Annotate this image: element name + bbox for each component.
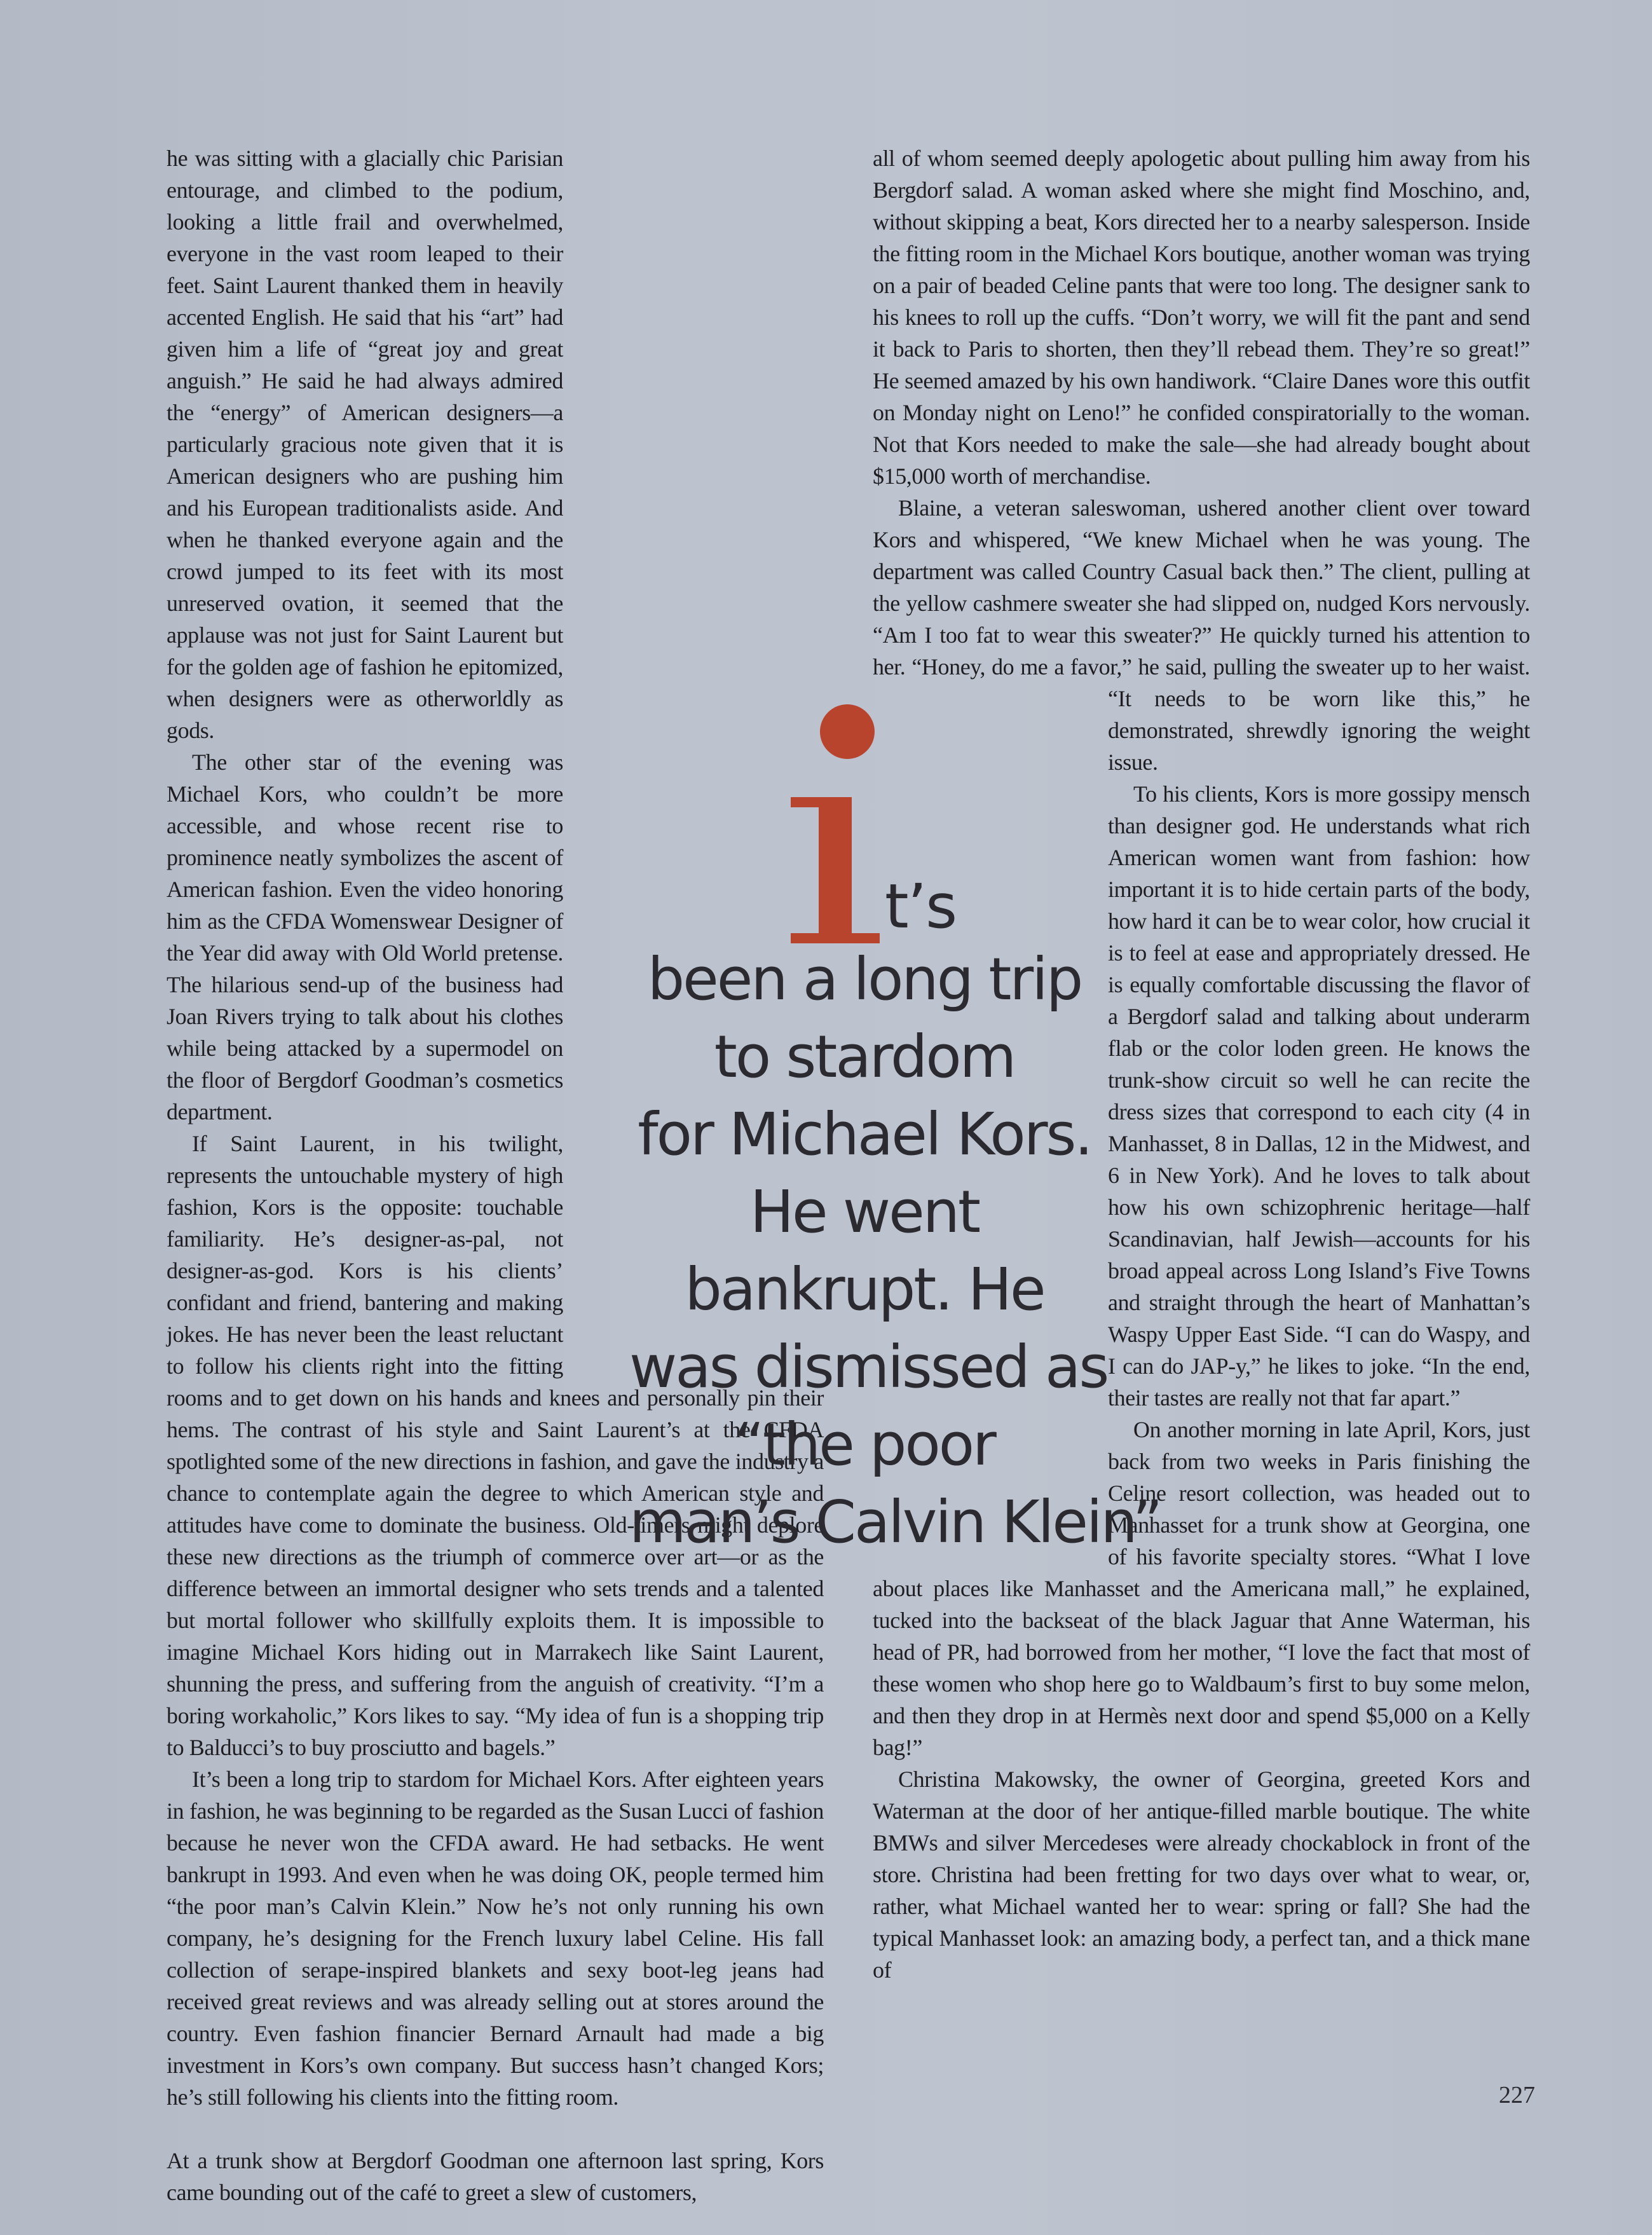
paragraph: Christina Makowsky, the owner of Georgina, greeted Kors and Waterman at the door of her antique-filled marble boutique. The white BMWs and silver Mercedeses were already chockablock in front of the store. Christina had been fretting for two days over what to wear, or, rather, what Michael wanted her to wear: spring or fall? She had the typical Manhasset look: an amazing body, a perfect tan, and a thick mane of	[873, 1767, 1530, 1983]
pull-quote-line: He went	[749, 1178, 980, 1246]
drop-letter-dot	[820, 704, 875, 759]
pull-quote-first-word: t’s	[885, 871, 957, 942]
drop-letter-stem	[791, 797, 880, 943]
paragraph: Blaine, a veteran saleswoman, ushered another client over toward Kors and whispered, “We knew Michael when he was young. The department was called Country Casual back then.” The client, pulling at the yellow cashmere sweater she had slipped on, nudged Kors nervously. “Am I too fat to wear this sweater?” He quickly turned his attention to her. “Honey, do me a favor,” he said, pulling the sweater up to her waist. “It needs to be worn like this,” he demonstrated, shrewdly ignoring the weight issue.	[873, 495, 1530, 775]
paragraph: The other star of the evening was Michael Kors, who couldn’t be more accessible, and whose recent rise to prominence neatly symbolizes the ascent of American fashion. Even the video honoring him as the CFDA Womenswear Designer of the Year did away with Old World pretense. The hilarious send-up of the business had Joan Rivers trying to talk about his clothes while being attacked by a supermodel on the floor of Bergdorf Goodman’s cosmetics department.	[167, 749, 563, 1124]
paragraph-section-break: At a trunk show at Bergdorf Goodman one afternoon last spring, Kors came bounding out of the café to greet a slew of customers,	[167, 2148, 824, 2205]
pull-quote-line: “the poor	[734, 1411, 995, 1479]
paragraph: It’s been a long trip to stardom for Michael Kors. After eighteen years in fashion, he was beginning to be regarded as the Susan Lucci of fashion because he never won the CFDA award. He had setbacks. He went bankrupt in 1993. And even when he was doing OK, people termed him “the poor man’s Calvin Klein.” Now he’s not only running his own company, he’s designing for the French luxury label Celine. His fall collection of serape-inspired blankets and sexy boot-leg jeans had received great reviews and was already selling out at stores around the country. Even fashion financier Bernard Arnault had made a big investment in Kors’s own company. But success hasn’t changed Kors; he’s still following his clients into the fitting room.	[167, 1767, 824, 2110]
page-number: 227	[1499, 2082, 1535, 2109]
paragraph: To his clients, Kors is more gossipy mensch than designer god. He understands what rich American women want from fashion: how important it is to hide certain parts of the body, how hard it can be to wear color, how crucial it is to feel at ease and appropriately dressed. He is equally comfortable discussing the flavor of a Bergdorf salad and talking about underarm flab or the color loden green. He knows the trunk-show circuit so well he can recite the dress sizes that correspond to each city (4 in Manhasset, 8 in Dallas, 12 in the Midwest, and 6 in New York). And he loves to talk about how his own schizophrenic heritage—half Scandinavian, half Jewish—accounts for his broad appeal across Long Island’s Five Towns and straight through the heart of Manhattan’s Waspy Upper East Side. “I can do Waspy, and I can do JAP-y,” he likes to joke. “In the end, their tastes are really not that far apart.”	[1108, 781, 1530, 1411]
pull-quote-line: bankrupt. He	[685, 1255, 1044, 1323]
pull-quote-line: was dismissed as	[629, 1333, 1108, 1401]
paragraph: If Saint Laurent, in his twilight, represents the untouchable mystery of high fashion, Kors is the opposite: touchable familiarity. He’s designer-as-pal, not designer-as-god. Kors is his clients’ confidant and friend, bantering and making jokes. He has never been the least reluctant to follow his clients right into the fitting rooms and to get down on his hands and knees and personally pin their hems. The contrast of his style and Saint Laurent’s at the CFDA spotlighted some of the new directions in fashion, and gave the industry a chance to contemplate again the degree to which American style and attitudes have come to dominate the business. Old-timers might deplore these new directions as the triumph of commerce over art—or as the difference between an immortal designer who sets trends and a talented but mortal follower who skillfully exploits them. It is impossible to imagine Michael Kors hiding out in Marrakech like Saint Laurent, shunning the press, and suffering from the anguish of creativity. “I’m a boring workaholic,” Kors likes to say. “My idea of fun is a shopping trip to Balducci’s to buy prosciutto and bagels.”	[167, 1131, 824, 1760]
pull-quote-line: been a long trip	[647, 945, 1082, 1013]
pull-quote-text	[629, 941, 1161, 1561]
paragraph: he was sitting with a glacially chic Parisian entourage, and climbed to the podium, looking a little frail and overwhelmed, everyone in the vast room leaped to their feet. Saint Laurent thanked them in heavily accented English. He said that his “art” had given him a life of “great joy and great anguish.” He said he had always admired the “energy” of American designers—a particularly gracious note given that it is American designers who are pushing him and his European traditionalists aside. And when he thanked everyone again and the crowd jumped to its feet with its most unreserved ovation, it seemed that the applause was not just for Saint Laurent but for the golden age of fashion he epitomized, when designers were as otherworldly as gods.	[167, 146, 563, 743]
pull-quote-line: man’s Calvin Klein”	[629, 1488, 1161, 1556]
paragraph: On another morning in late April, Kors, just back from two weeks in Paris finishing the Celine resort collection, was headed out to Manhasset for a trunk show at Georgina, one of his favorite specialty stores. “What I love about places like Manhasset and the Americana mall,” he explained, tucked into the backseat of the black Jaguar that Anne Waterman, his head of PR, had borrowed from her mother, “I love the fact that most of these women who shop here go to Waldbaum’s first to buy some melon, and then they drop in at Hermès next door and spend $5,000 on a Kelly bag!”	[873, 1417, 1530, 1760]
pull-quote-line: for Michael Kors.	[638, 1100, 1091, 1168]
pull-quote-line: to stardom	[714, 1023, 1015, 1091]
paragraph: all of whom seemed deeply apologetic about pulling him away from his Bergdorf salad. A woman asked where she might find Moschino, and, without skipping a beat, Kors directed her to a nearby salesperson. Inside the fitting room in the Michael Kors boutique, another woman was trying on a pair of beaded Celine pants that were too long. The designer sank to his knees to roll up the cuffs. “Don’t worry, we will fit the pant and send it back to Paris to shorten, then they’ll rebead them. They’re so great!” He seemed amazed by his own handiwork. “Claire Danes wore this outfit on Monday night on Leno!” he confided conspiratorially to the woman. Not that Kors needed to make the sale—she had already bought about $15,000 worth of merchandise.	[873, 146, 1530, 489]
